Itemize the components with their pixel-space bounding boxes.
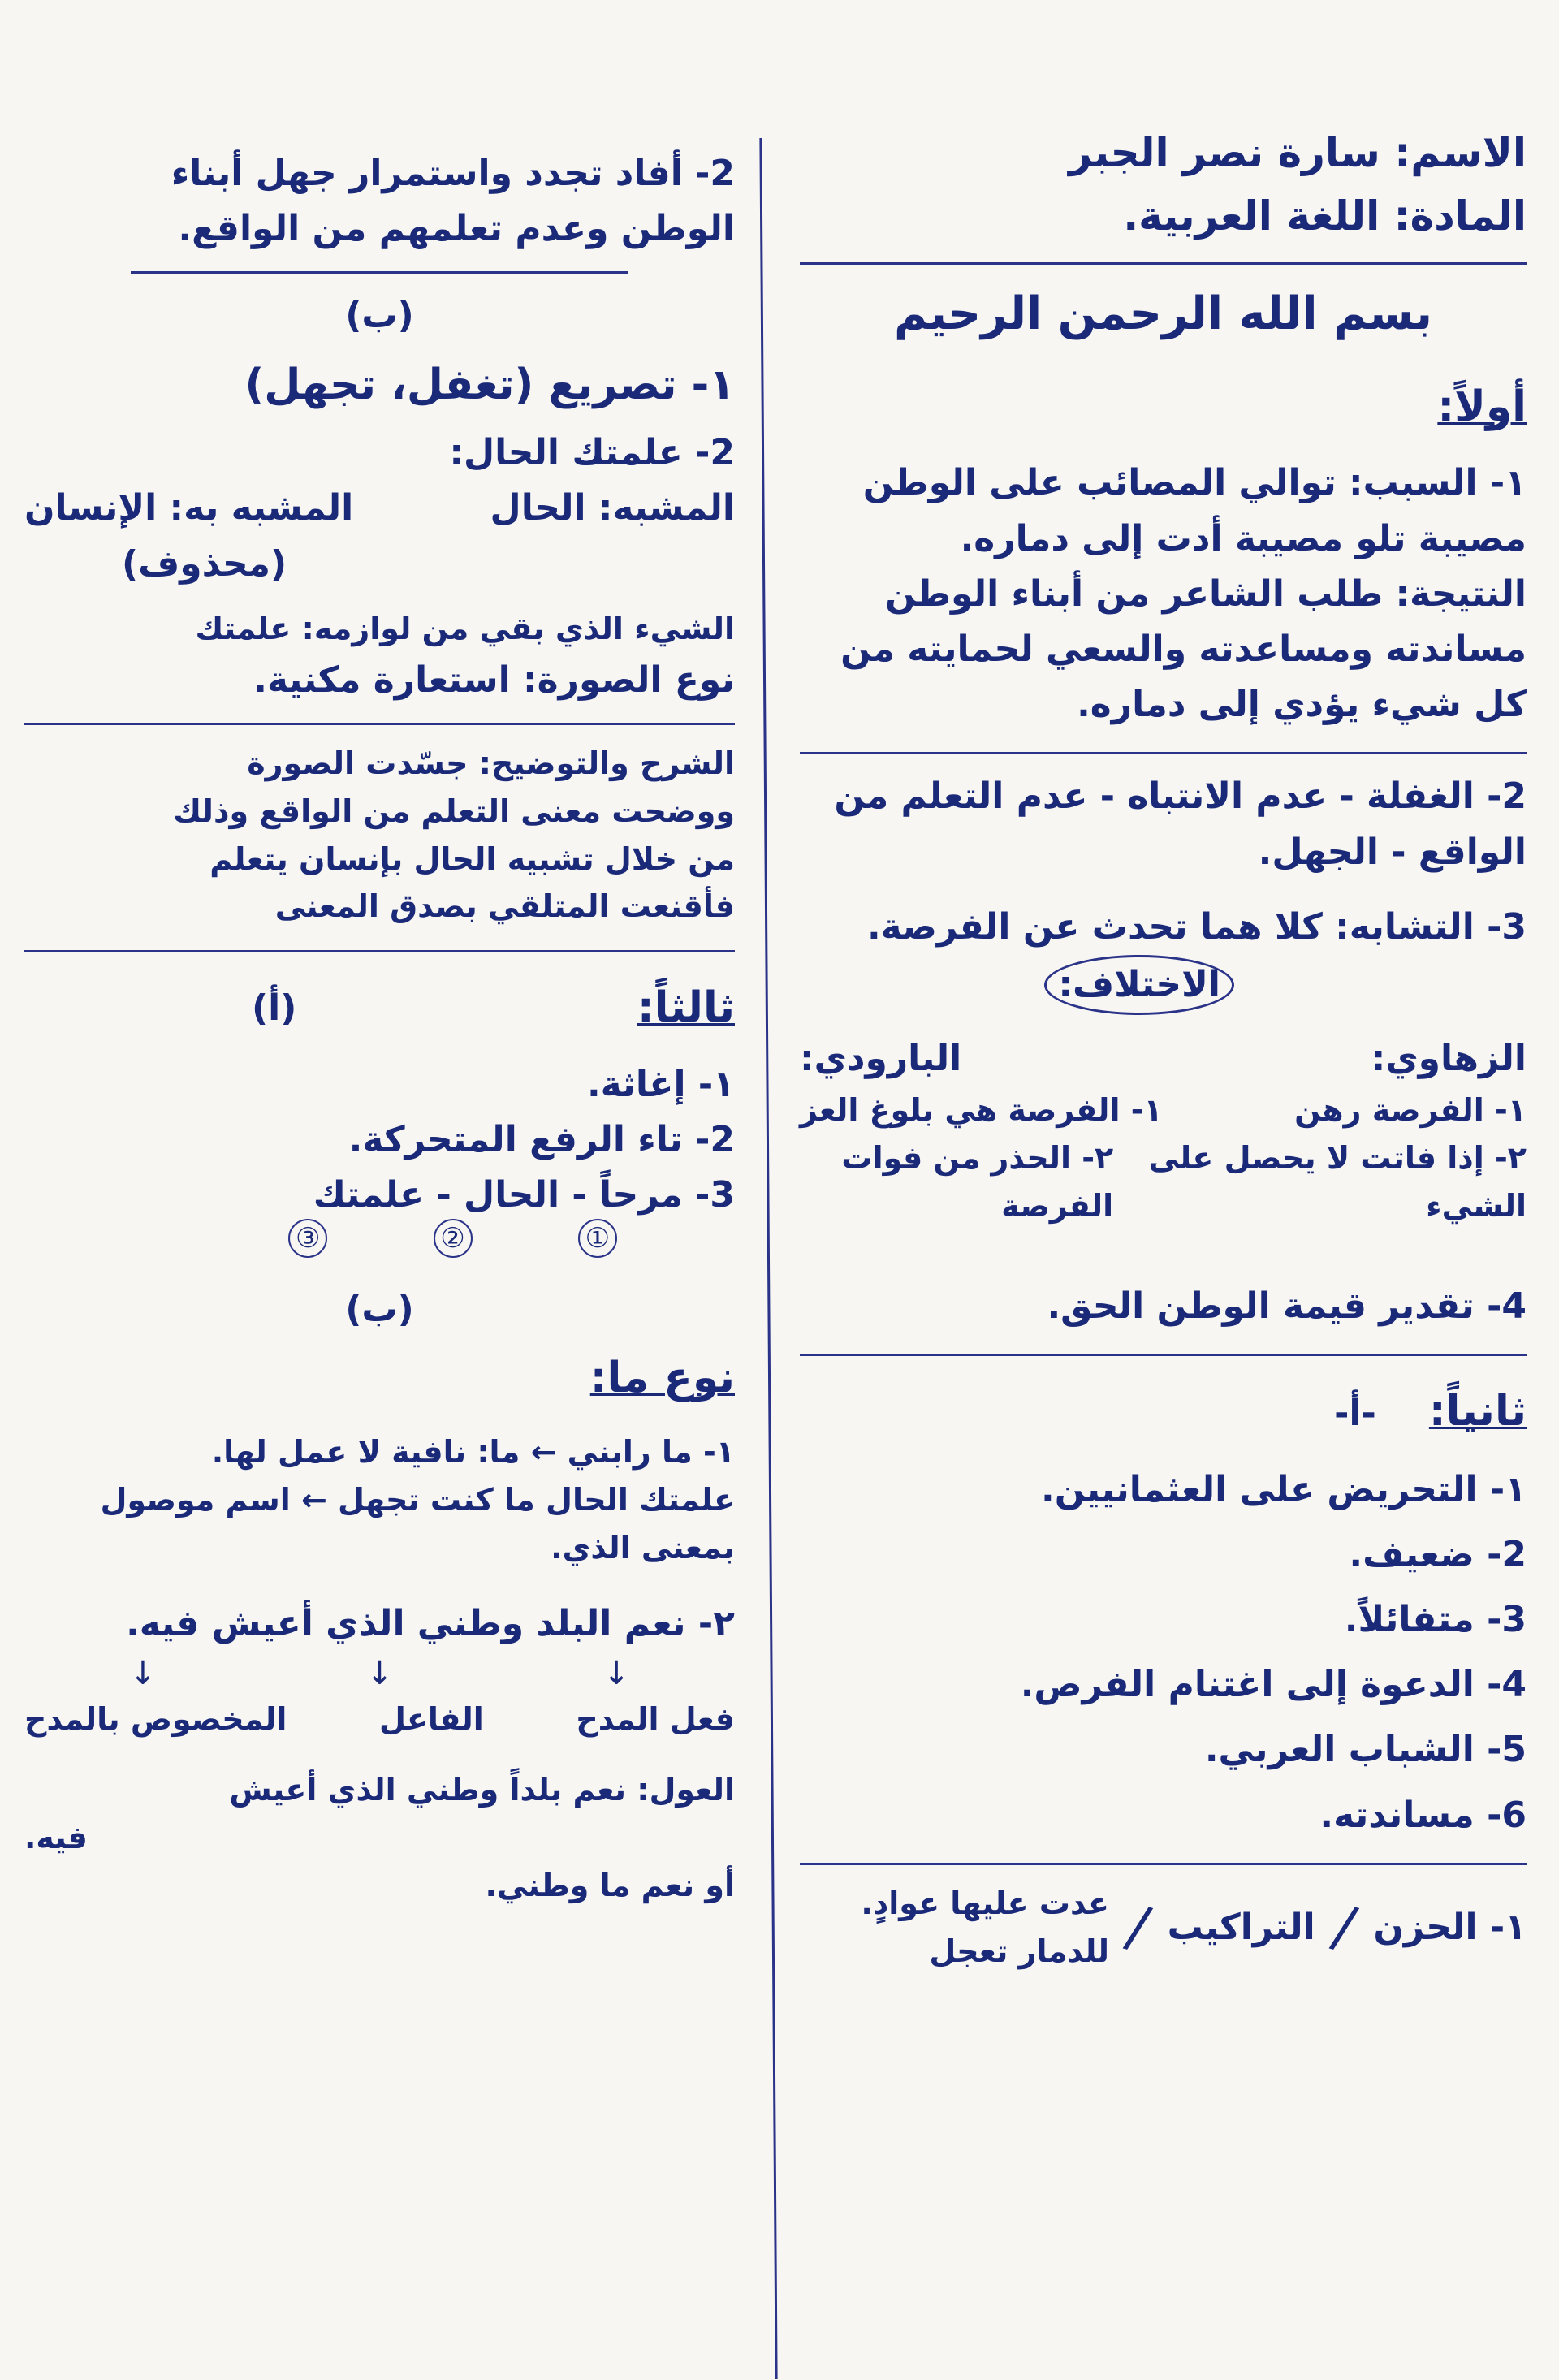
compare-row-2 — [800, 1134, 1527, 1230]
list-item: 6- مساندته. — [1319, 1794, 1527, 1836]
name-line: الاسم: سارة نصر الجبر — [1069, 129, 1527, 176]
answer-line: العول: نعم بلداً وطني الذي أعيش — [229, 1772, 735, 1808]
list-item: 2- تاء الرفع المتحركة. — [348, 1119, 735, 1161]
last-row — [800, 1880, 1527, 1976]
answer-line: النتيجة: طلب الشاعر من أبناء الوطن — [884, 572, 1527, 615]
compare-cell: ٢- الحذر من فوات الفرصة — [841, 1140, 1114, 1225]
answer-line: فيه. — [24, 1819, 88, 1855]
divider — [24, 723, 735, 725]
answer-line: ٢- نعم البلد وطني الذي أعيش فيه. — [126, 1602, 735, 1644]
list-item: 5- الشباب العربي. — [1204, 1729, 1527, 1771]
compare-cell: ٢- إذا فاتت لا يحصل على الشيء — [1148, 1140, 1527, 1225]
answer-line: ١- ما رابني ← ما: نافية لا عمل لها. — [211, 1434, 735, 1471]
second-list — [800, 1462, 1527, 1843]
difference-label: الاختلاف: — [1044, 955, 1234, 1015]
mushabbah: المشبه: الحال — [490, 487, 735, 529]
list-item: 3- مرحاً - الحال - علمتك — [313, 1174, 735, 1216]
answer-line: 2- علمتك الحال: — [449, 432, 735, 474]
compare-row-1 — [800, 1086, 1527, 1134]
answer-line: من خلال تشبيه الحال بإنسان يتعلم — [209, 840, 735, 877]
answer-1 — [800, 456, 1527, 732]
subject-line: المادة: اللغة العربية. — [1123, 192, 1527, 240]
divider — [24, 950, 735, 952]
type-ma-title: نوع ما: — [589, 1353, 735, 1402]
answer-line: ١- تصريع (تغفل، تجهل) — [244, 360, 735, 409]
last-item-c: عدت عليها عوادٍ. — [861, 1885, 1109, 1921]
divider — [800, 1354, 1527, 1356]
answer-4: 4- تقدير قيمة الوطن الحق. — [1047, 1285, 1527, 1327]
part-label-b: (ب) — [345, 1288, 414, 1330]
answer-line: فأقنعت المتلقي بصدق المعنى — [274, 888, 735, 925]
answer-line: ١- السبب: توالي المصائب على الوطن — [862, 462, 1527, 504]
section-title-second: ثانياً: — [1428, 1387, 1527, 1436]
last-item-a: ١- الحزن — [1373, 1906, 1527, 1948]
section-title-third: ثالثاً: — [637, 983, 735, 1033]
list-item: ١- إغاثة. — [586, 1063, 735, 1105]
divider — [131, 271, 628, 274]
slash-mark: / — [1326, 1892, 1363, 1963]
part-label-b: (ب) — [345, 295, 414, 337]
simile-row — [24, 481, 735, 536]
section-title-first: أولاً: — [1437, 382, 1527, 431]
compare-cell: ١- الفرصة رهن — [1294, 1092, 1527, 1129]
number-mark: ① — [578, 1219, 617, 1258]
explanation-block — [24, 740, 735, 931]
left-column — [0, 0, 767, 2380]
answer-line: 2- الغفلة - عدم الانتباه - عدم التعلم من — [834, 775, 1527, 818]
compare-cell: ١- الفرصة هي بلوغ العز — [800, 1092, 1163, 1129]
part-label-a: (أ) — [252, 987, 297, 1029]
answer-line: الشرح والتوضيح: جسّدت الصورة — [247, 745, 735, 781]
parse-label: المخصوص بالمدح — [24, 1701, 287, 1738]
answer-line: بمعنى الذي. — [551, 1530, 735, 1566]
right-column — [767, 0, 1559, 2380]
answer-line: الوطن وعدم تعلمهم من الواقع. — [178, 208, 735, 250]
mushabbah-bih: المشبه به: الإنسان — [24, 487, 354, 529]
poet-barudi: البارودي: — [800, 1038, 962, 1080]
down-arrow-icon: ↓ — [602, 1655, 630, 1693]
answer-line: ووضحت معنى التعلم من الواقع وذلك — [173, 793, 735, 829]
answer-line: 2- أفاد تجدد واستمرار جهل أبناء — [171, 153, 735, 194]
divider — [800, 262, 1527, 265]
list-item: 4- الدعوة إلى اغتنام الفرص. — [1020, 1664, 1527, 1706]
number-mark: ② — [434, 1219, 473, 1258]
list-item: ١- التحريض على العثمانيين. — [1041, 1468, 1527, 1510]
parse-label: الفاعل — [379, 1701, 484, 1738]
last-item-b: التراكيب — [1167, 1906, 1315, 1948]
list-item: 2- ضعيف. — [1349, 1533, 1527, 1575]
answer-line: علمتك الحال ما كنت تجهل ← اسم موصول — [100, 1482, 735, 1518]
basmala: بسم الله الرحمن الرحيم — [893, 287, 1432, 340]
poets-row — [800, 1031, 1527, 1086]
number-mark: ③ — [288, 1219, 327, 1258]
answer-line: مساندته ومساعدته والسعي لحمايته من — [840, 628, 1527, 670]
parse-label: فعل المدح — [576, 1701, 735, 1738]
answer-line: الشيء الذي بقي من لوازمه: علمتك — [195, 610, 735, 646]
answer-line: نوع الصورة: استعارة مكنية. — [253, 659, 735, 701]
parse-arrows — [24, 1655, 735, 1692]
slash-mark: / — [1120, 1892, 1156, 1963]
answer-line: الواقع - الجهل. — [1258, 831, 1527, 873]
answer-line: مصيبة تلو مصيبة أدت إلى دماره. — [960, 517, 1527, 559]
poet-zahawi: الزهاوي: — [1371, 1038, 1527, 1080]
list-item: 3- متفائلاً. — [1344, 1599, 1527, 1641]
sub-label: -أ- — [1334, 1393, 1376, 1435]
last-item-d: للدمار تعجل — [929, 1933, 1109, 1969]
divider — [800, 752, 1527, 754]
mahdhuf-note: (محذوف) — [122, 542, 287, 585]
number-marks — [24, 1219, 735, 1258]
divider — [800, 1863, 1527, 1865]
answer-3 — [800, 900, 1527, 1230]
answer-line: كل شيء يؤدي إلى دماره. — [1077, 684, 1527, 726]
down-arrow-icon: ↓ — [129, 1655, 157, 1693]
answer-line: أو نعم ما وطني. — [485, 1867, 735, 1903]
answer-line: 3- التشابه: كلا هما تحدث عن الفرصة. — [866, 905, 1527, 948]
answer-2 — [800, 769, 1527, 879]
down-arrow-icon: ↓ — [365, 1655, 394, 1693]
parse-labels — [24, 1695, 735, 1743]
